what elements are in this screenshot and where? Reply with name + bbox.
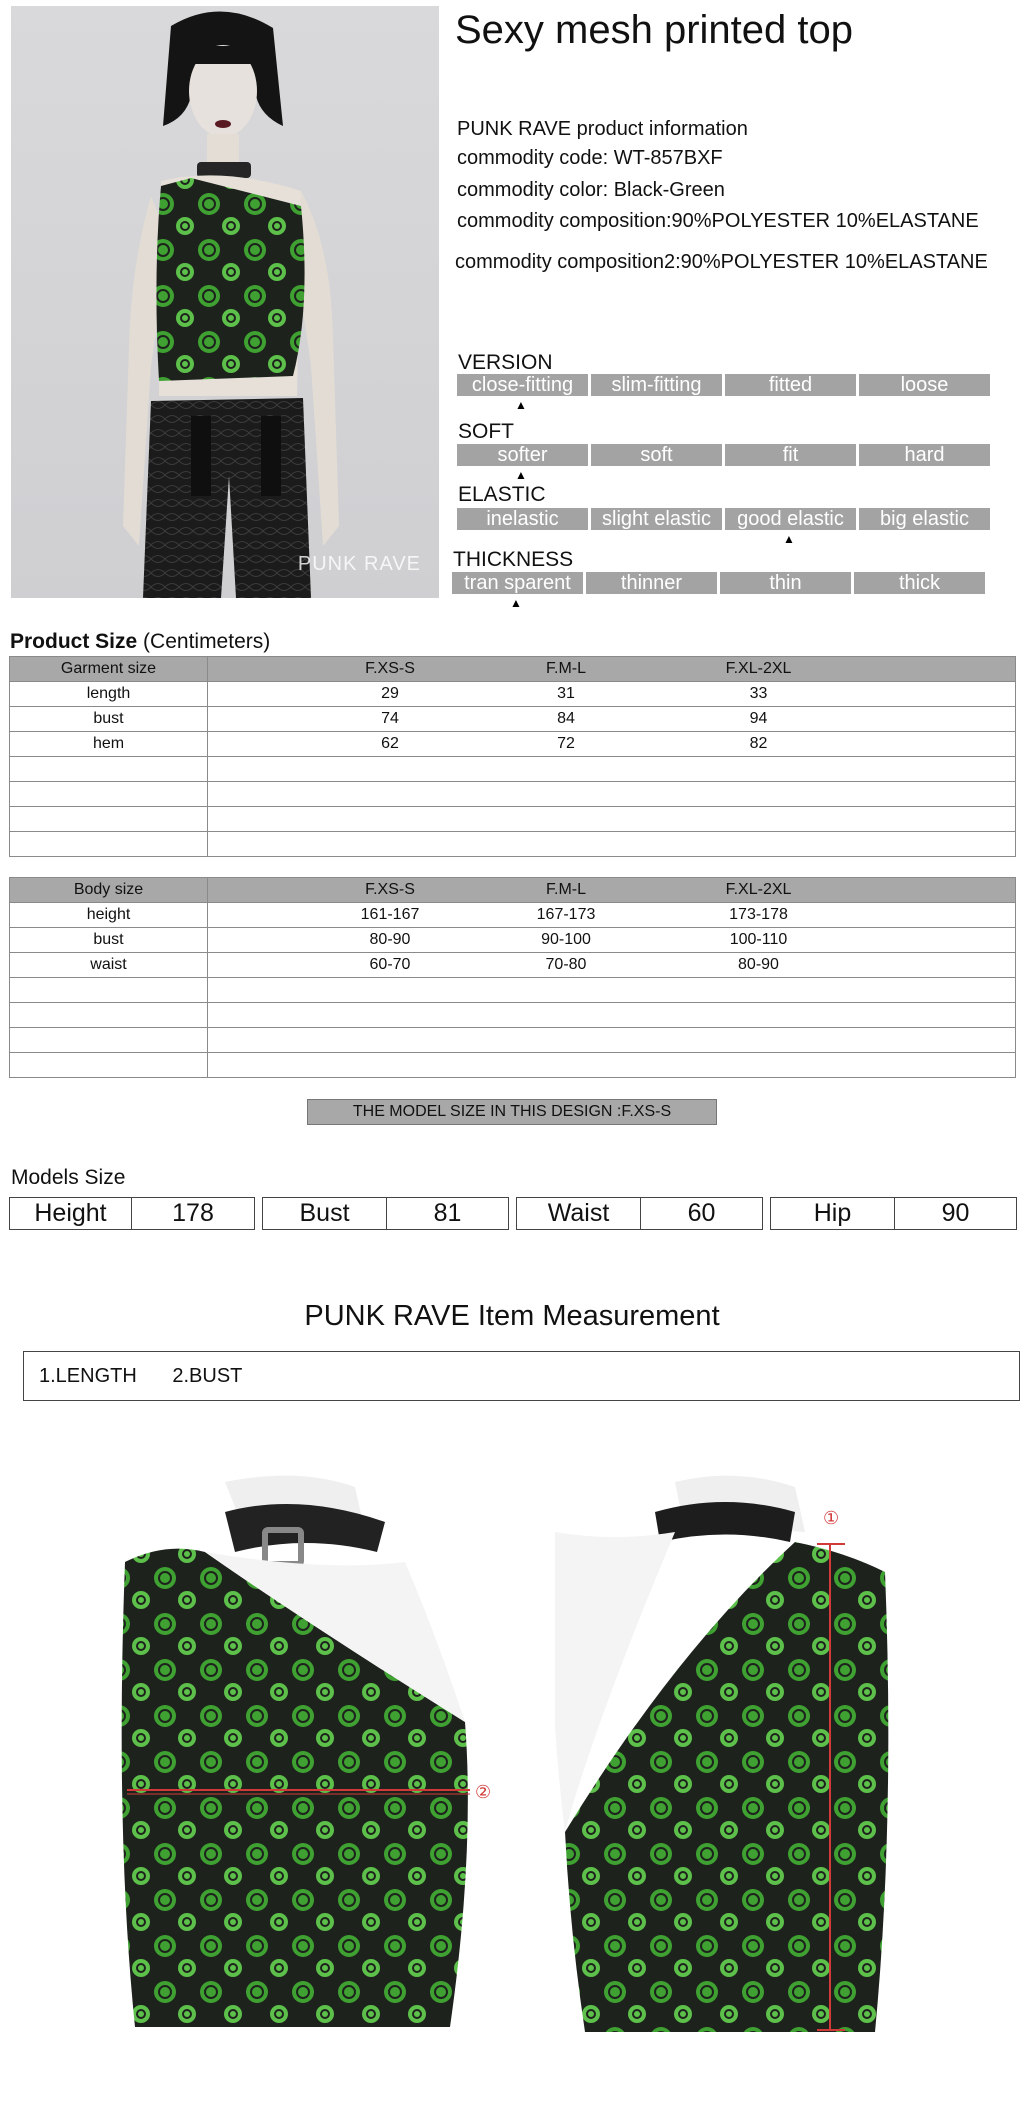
size-cell: 100-110: [729, 931, 788, 948]
measure-item-length: 1.LENGTH: [39, 1365, 137, 1387]
attr-scale-thickness: [452, 572, 985, 594]
size-cell: 167-173: [536, 906, 596, 923]
model-measure-bust: [262, 1197, 509, 1230]
selected-marker-icon: ▲: [783, 532, 795, 546]
model-measure-key: Hip: [771, 1198, 895, 1229]
size-cell: 94: [749, 710, 768, 727]
attr-option: inelastic: [457, 508, 588, 530]
table-row-empty: [10, 978, 1016, 1003]
model-measure-waist: [516, 1197, 763, 1230]
measurement-title: PUNK RAVE Item Measurement: [304, 1300, 720, 1332]
attr-label-soft: SOFT: [458, 420, 514, 443]
size-cell: 161-167: [360, 906, 420, 923]
attr-option: softer: [457, 444, 588, 466]
measurement-legend: [23, 1351, 1020, 1401]
model-measure-key: Waist: [517, 1198, 641, 1229]
size-cell: 70-80: [545, 956, 587, 973]
size-cell: F.M-L: [546, 881, 586, 898]
attr-option: loose: [859, 374, 990, 396]
hero-watermark: PUNK RAVE: [297, 553, 421, 575]
table-header-row: [10, 657, 1016, 682]
garment-back-illustration: [555, 1472, 955, 2052]
model-measure-value: 60: [687, 1199, 716, 1227]
size-cell: 31: [557, 685, 575, 702]
size-cell: 173-178: [729, 906, 788, 923]
size-cell: F.M-L: [546, 660, 586, 677]
attr-label-elastic: ELASTIC: [458, 483, 546, 506]
product-title: Sexy mesh printed top: [455, 8, 853, 52]
attr-option: slim-fitting: [591, 374, 722, 396]
model-measure-key: Bust: [263, 1198, 387, 1229]
measure-item-bust: 2.BUST: [172, 1365, 243, 1387]
row-label: length: [10, 682, 208, 707]
row-label: waist: [10, 953, 208, 978]
models-size-title: Models Size: [11, 1166, 126, 1189]
info-heading: PUNK RAVE product information: [457, 118, 748, 140]
attr-option: fitted: [725, 374, 856, 396]
attr-scale-version: [457, 374, 990, 396]
table-row: [10, 682, 1016, 707]
size-cell: F.XS-S: [365, 660, 415, 677]
commodity-code: commodity code: WT-857BXF: [457, 147, 723, 169]
table-row: [10, 707, 1016, 732]
size-cell: 60-70: [369, 956, 411, 973]
callout-2: ②: [475, 1782, 492, 1803]
model-size-note: THE MODEL SIZE IN THIS DESIGN :F.XS-S: [307, 1099, 717, 1125]
size-cell: 29: [381, 685, 399, 702]
commodity-composition: commodity composition:90%POLYESTER 10%ELASTANE: [457, 210, 979, 232]
commodity-color: commodity color: Black-Green: [457, 179, 725, 201]
callout-1: ①: [823, 1508, 840, 1529]
table-row: [10, 903, 1016, 928]
attr-option: close-fitting: [457, 374, 588, 396]
selected-marker-icon: ▲: [510, 596, 522, 610]
size-cell: 62: [381, 735, 399, 752]
model-measure-hip: [770, 1197, 1017, 1230]
selected-marker-icon: ▲: [515, 398, 527, 412]
table-row: [10, 928, 1016, 953]
size-cell: F.XS-S: [365, 881, 415, 898]
row-label: bust: [10, 928, 208, 953]
size-cell: 80-90: [369, 931, 411, 948]
attr-option: thick: [854, 572, 985, 594]
garment-size-table: [9, 656, 1016, 857]
attr-option: soft: [591, 444, 722, 466]
garment-front-illustration: [105, 1472, 505, 2052]
row-label: hem: [10, 732, 208, 757]
table-row-empty: [10, 1053, 1016, 1078]
model-measure-value: 81: [433, 1199, 462, 1227]
table-header-row: [10, 878, 1016, 903]
table-header-label: Body size: [10, 878, 208, 903]
size-cell: 82: [749, 735, 768, 752]
table-row-empty: [10, 1003, 1016, 1028]
product-size-title: Product Size (Centimeters): [10, 630, 271, 653]
attr-option: good elastic: [725, 508, 856, 530]
size-cell: F.XL-2XL: [725, 660, 792, 677]
model-measure-key: Height: [10, 1198, 132, 1229]
size-cell: 33: [749, 685, 768, 702]
selected-marker-icon: ▲: [515, 468, 527, 482]
attr-label-thickness: THICKNESS: [453, 548, 574, 571]
size-cell: 84: [557, 710, 575, 727]
row-label: bust: [10, 707, 208, 732]
attr-option: fit: [725, 444, 856, 466]
attr-option: thinner: [586, 572, 717, 594]
table-row-empty: [10, 757, 1016, 782]
size-cell: 74: [381, 710, 399, 727]
garment-front-image: [105, 1472, 505, 2052]
table-row-empty: [10, 807, 1016, 832]
size-cell: 90-100: [541, 931, 591, 948]
table-row-empty: [10, 832, 1016, 857]
attr-option: slight elastic: [591, 508, 722, 530]
size-cell: F.XL-2XL: [725, 881, 792, 898]
attr-label-version: VERSION: [458, 351, 553, 374]
garment-back-image: [555, 1472, 955, 2052]
models-size-row: [9, 1197, 1017, 1230]
attr-scale-elastic: [457, 508, 990, 530]
table-header-label: Garment size: [10, 657, 208, 682]
table-row-empty: [10, 1028, 1016, 1053]
attr-scale-soft: [457, 444, 990, 466]
table-row: [10, 953, 1016, 978]
product-photo: [11, 6, 439, 598]
row-label: height: [10, 903, 208, 928]
attr-option: thin: [720, 572, 851, 594]
attr-option: tran sparent: [452, 572, 583, 594]
size-cell: 80-90: [738, 956, 779, 973]
size-cell: 72: [557, 735, 575, 752]
model-illustration: [11, 6, 439, 598]
body-size-table: [9, 877, 1016, 1078]
attr-option: big elastic: [859, 508, 990, 530]
table-row: [10, 732, 1016, 757]
table-row-empty: [10, 782, 1016, 807]
model-measure-value: 178: [172, 1199, 214, 1227]
commodity-composition2: commodity composition2:90%POLYESTER 10%ELASTANE: [455, 251, 988, 273]
model-measure-height: [9, 1197, 255, 1230]
model-measure-value: 90: [941, 1199, 970, 1227]
attr-option: hard: [859, 444, 990, 466]
